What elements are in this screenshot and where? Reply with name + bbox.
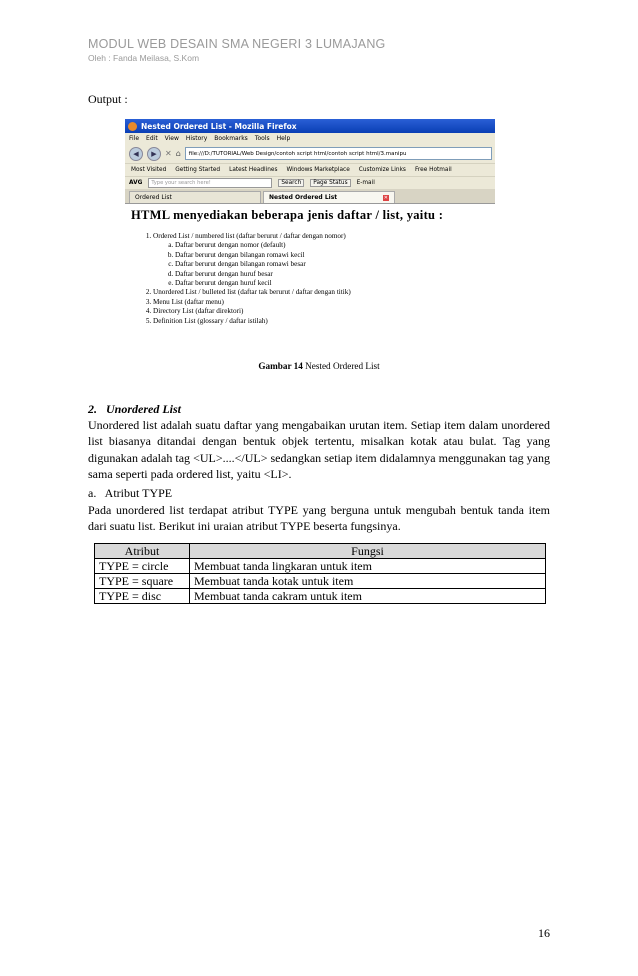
- menu-bar: [125, 133, 495, 144]
- firefox-icon: [128, 122, 137, 131]
- list-item: 5. Definition List (glossary / daftar istilah): [153, 317, 495, 326]
- tab-bar: [125, 189, 495, 204]
- section-number: 2.: [88, 402, 97, 416]
- window-titlebar: [125, 119, 495, 133]
- table-row: [95, 589, 546, 604]
- avg-search-input[interactable]: Type your search here!: [148, 178, 272, 188]
- home-icon[interactable]: ⌂: [175, 149, 181, 158]
- list-item: 3. Menu List (daftar menu): [153, 298, 495, 307]
- table-cell: TYPE = square: [95, 574, 190, 589]
- bookmark-most-visited[interactable]: Most Visited: [131, 167, 167, 173]
- bookmark-getting-started[interactable]: Getting Started: [175, 167, 221, 173]
- list-item: e. Daftar berurut dengan huruf kecil: [175, 279, 495, 288]
- list-item: 4. Directory List (daftar direktori): [153, 307, 495, 316]
- list-item: 2. Unordered List / bulleted list (daftar tak berurut / daftar dengan titik): [153, 288, 495, 297]
- table-header-row: [95, 544, 546, 559]
- page-number: 16: [538, 926, 550, 940]
- list-item-text: Ordered List / numbered list (daftar berurut / daftar dengan nomor): [153, 232, 346, 240]
- attribute-table: [94, 543, 546, 604]
- figure-caption: [0, 361, 638, 371]
- list-item: d. Daftar berurut dengan huruf besar: [175, 270, 495, 279]
- table-header: Fungsi: [190, 544, 546, 559]
- content-heading: HTML menyediakan beberapa jenis daftar / list, yaitu :: [131, 208, 444, 222]
- menu-help[interactable]: Help: [276, 135, 291, 142]
- menu-file[interactable]: File: [129, 135, 140, 142]
- table-row: [95, 574, 546, 589]
- avg-search-button[interactable]: Search: [278, 179, 304, 187]
- caption-text: Nested Ordered List: [302, 361, 380, 371]
- window-title: Nested Ordered List - Mozilla Firefox: [141, 121, 297, 131]
- table-cell: Membuat tanda kotak untuk item: [190, 574, 546, 589]
- tab-label: Ordered List: [135, 194, 172, 201]
- bookmark-free-hotmail[interactable]: Free Hotmail: [414, 167, 452, 173]
- header-subtitle: Oleh : Fanda Meilasa, S.Kom: [88, 53, 200, 63]
- list-item: [153, 232, 495, 288]
- navigation-bar: [125, 144, 495, 163]
- tab-close-icon[interactable]: ✕: [383, 194, 388, 201]
- table-cell: TYPE = disc: [95, 589, 190, 604]
- menu-history[interactable]: History: [185, 135, 208, 142]
- page-status-button[interactable]: Page Status: [310, 179, 350, 187]
- table-cell: Membuat tanda lingkaran untuk item: [190, 559, 546, 574]
- nested-list: [153, 241, 495, 288]
- list-item: b. Daftar berurut dengan bilangan romawi kecil: [175, 251, 495, 260]
- menu-edit[interactable]: Edit: [146, 135, 158, 142]
- table-cell: TYPE = circle: [95, 559, 190, 574]
- page-content: [125, 204, 495, 326]
- paragraph-unordered-list: Unordered list adalah suatu daftar yang mengabaikan urutan item. Setiap item dalam unordered list biasanya ditandai dengan bentuk objek tertentu, misalkan kotak atau bulat. Tag yang digunakan adalah tag <UL>....</UL> sedangkan setiap item didalamnya menggunakan tag yang sama seperti pada ordered list, yaitu <LI>.: [88, 418, 550, 481]
- forward-icon[interactable]: ▶: [147, 147, 161, 161]
- section-title-text: Unordered List: [106, 402, 181, 416]
- list-item: c. Daftar berurut dengan bilangan romawi besar: [175, 260, 495, 269]
- header-title: MODUL WEB DESAIN SMA NEGERI 3 LUMAJANG: [88, 37, 386, 51]
- avg-logo: AVG: [129, 180, 143, 186]
- output-label: Output :: [88, 92, 128, 106]
- back-icon[interactable]: ◀: [129, 147, 143, 161]
- ordered-list: [125, 232, 495, 326]
- bookmark-windows-marketplace[interactable]: Windows Marketplace: [286, 167, 350, 173]
- bookmark-latest-headlines[interactable]: Latest Headlines: [229, 167, 278, 173]
- list-item: a. Daftar berurut dengan nomor (default): [175, 241, 495, 250]
- url-bar[interactable]: file:///D:/TUTORIAL/Web Design/contoh script html/contoh script html/3.manipu: [185, 147, 492, 160]
- table-header: Atribut: [95, 544, 190, 559]
- paragraph-atribut-type: Pada unordered list terdapat atribut TYPE yang berguna untuk mengubah bentuk tanda item dari suatu list. Berikut ini uraian atribut TYPE beserta fungsinya.: [88, 503, 550, 534]
- bookmark-customize-links[interactable]: Customize Links: [358, 167, 406, 173]
- avg-toolbar: [125, 176, 495, 189]
- caption-label: Gambar 14: [258, 361, 303, 371]
- menu-bookmarks[interactable]: Bookmarks: [214, 135, 248, 142]
- subsection-title: a. Atribut TYPE: [88, 486, 173, 500]
- bookmarks-bar: [125, 163, 495, 176]
- table-row: [95, 559, 546, 574]
- table-cell: Membuat tanda cakram untuk item: [190, 589, 546, 604]
- menu-tools[interactable]: Tools: [254, 135, 270, 142]
- browser-screenshot: [125, 119, 495, 341]
- menu-view[interactable]: View: [164, 135, 179, 142]
- tab-label: Nested Ordered List: [269, 194, 338, 201]
- section-title: [88, 402, 181, 417]
- tab-nested-ordered-list[interactable]: [263, 191, 395, 203]
- tab-ordered-list[interactable]: [129, 191, 261, 203]
- email-button[interactable]: E-mail: [356, 180, 375, 186]
- close-icon[interactable]: ✕: [165, 149, 172, 158]
